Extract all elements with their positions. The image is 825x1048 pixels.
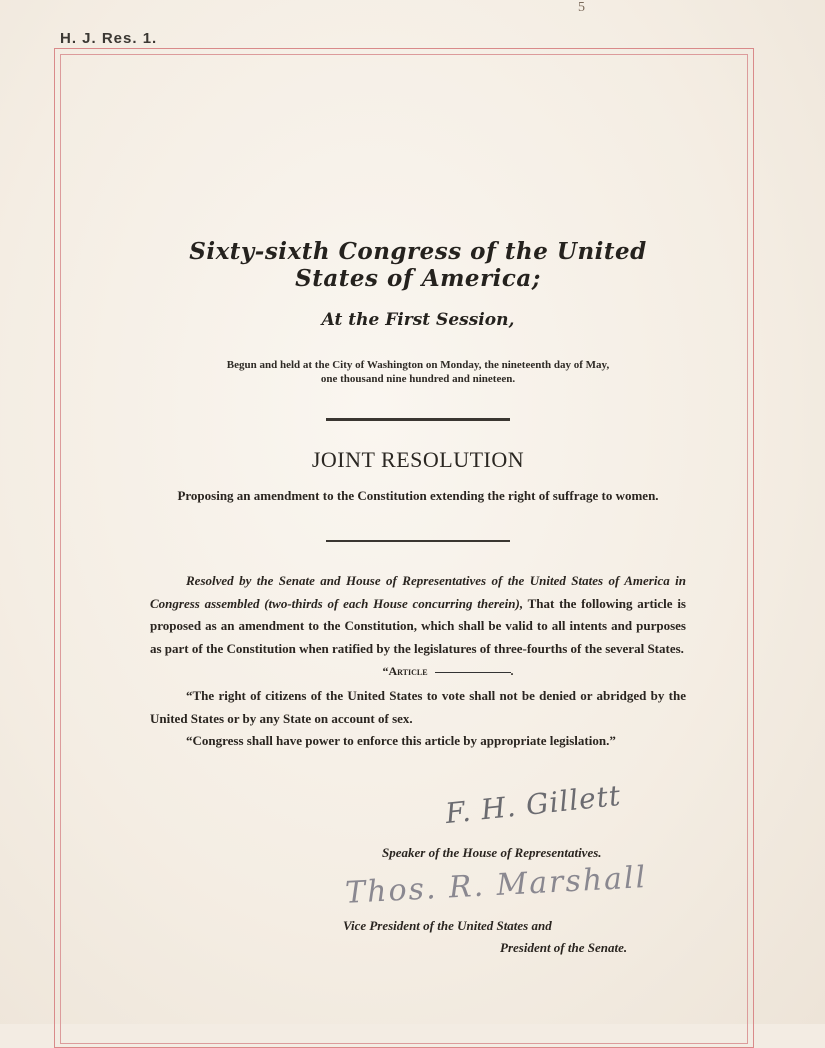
speaker-title: Speaker of the House of Representatives. bbox=[382, 845, 602, 860]
document-id: H. J. Res. 1. bbox=[60, 30, 158, 47]
article-section-2: “Congress shall have power to enforce this article by appropriate legislation.” bbox=[186, 733, 616, 748]
article-heading bbox=[210, 664, 686, 679]
begun-line-1: Begun and held at the City of Washington on Monday, the nineteenth day of May, bbox=[226, 359, 610, 371]
begun-text bbox=[150, 358, 686, 386]
resolved-text: That the following article is proposed as an amendment to the Constitution, which shall be valid to all intents and purposes as part of the Constitution when ratified by the legislatures of three-fourths of the several States. bbox=[150, 595, 686, 656]
congress-title: Sixty-sixth Congress of the United States of America; bbox=[189, 238, 647, 292]
article-section-1: “The right of citizens of the United States to vote shall not be denied or abridged by the United States or by any State on account of sex. bbox=[150, 688, 686, 726]
vp-title-line-2: President of the Senate. bbox=[500, 940, 628, 955]
resolved-paragraph bbox=[150, 570, 686, 660]
corner-mark: 5 bbox=[578, 0, 585, 15]
resolved-italic: Resolved by the Senate and House of Representatives of the United States of America in Congress assembled (two-thirds of each House concurring therein), bbox=[150, 573, 686, 611]
resolution-title: JOINT RESOLUTION bbox=[311, 447, 525, 472]
article-end: . bbox=[510, 664, 514, 678]
vp-title-line-1: Vice President of the United States and bbox=[343, 918, 552, 933]
document-body bbox=[150, 230, 686, 753]
session-title: At the First Session, bbox=[321, 310, 515, 330]
divider-rule-1 bbox=[326, 418, 510, 421]
begun-line-2: one thousand nine hundred and nineteen. bbox=[320, 373, 516, 385]
proposing-text: Proposing an amendment to the Constitution extending the right of suffrage to women. bbox=[177, 488, 659, 503]
signature-marshall: Thos. R. Marshall bbox=[344, 860, 648, 911]
signature-gillett: F. H. Gillett bbox=[443, 778, 623, 831]
article-label: “Article bbox=[382, 664, 428, 678]
article-rule bbox=[435, 672, 511, 673]
divider-rule-2 bbox=[326, 540, 510, 542]
